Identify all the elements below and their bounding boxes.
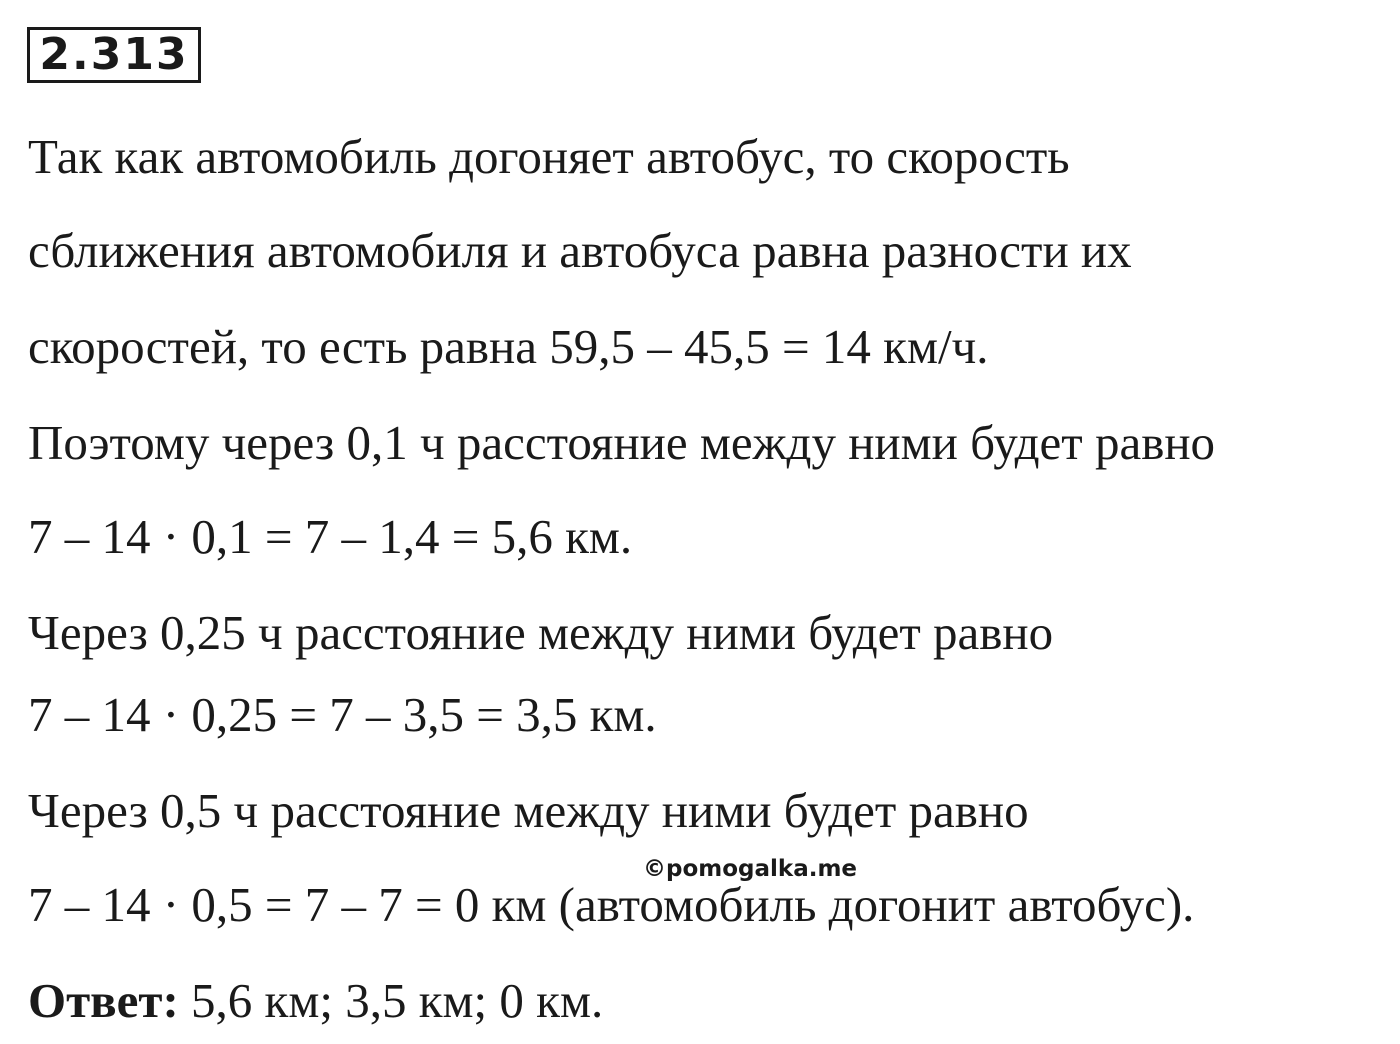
answer-label: Ответ: xyxy=(28,973,179,1028)
problem-number: 2.313 xyxy=(39,29,189,80)
solution-line-4: Поэтому через 0,1 ч расстояние между ними будет равно xyxy=(28,415,1216,470)
solution-line-1: Так как автомобиль догоняет автобус, то скорость xyxy=(28,129,1070,184)
answer-text: 5,6 км; 3,5 км; 0 км. xyxy=(178,973,604,1028)
solution-line-2: сближения автомобиля и автобуса равна разности их xyxy=(28,223,1132,278)
solution-line-7: 7 – 14 · 0,25 = 7 – 3,5 = 3,5 км. xyxy=(28,687,657,742)
problem-number-box xyxy=(27,27,201,83)
solution-line-6: Через 0,25 ч расстояние между ними будет равно xyxy=(28,605,1054,660)
solution-line-3: скоростей, то есть равна 59,5 – 45,5 = 14 км/ч. xyxy=(28,319,989,374)
answer-line xyxy=(28,973,604,1028)
solution-line-9: 7 – 14 · 0,5 = 7 – 7 = 0 км (автомобиль догонит автобус). xyxy=(28,877,1195,932)
watermark: ©pomogalka.me xyxy=(643,856,858,882)
solution-line-8: Через 0,5 ч расстояние между ними будет равно xyxy=(28,783,1029,838)
solution-line-5: 7 – 14 · 0,1 = 7 – 1,4 = 5,6 км. xyxy=(28,509,633,564)
